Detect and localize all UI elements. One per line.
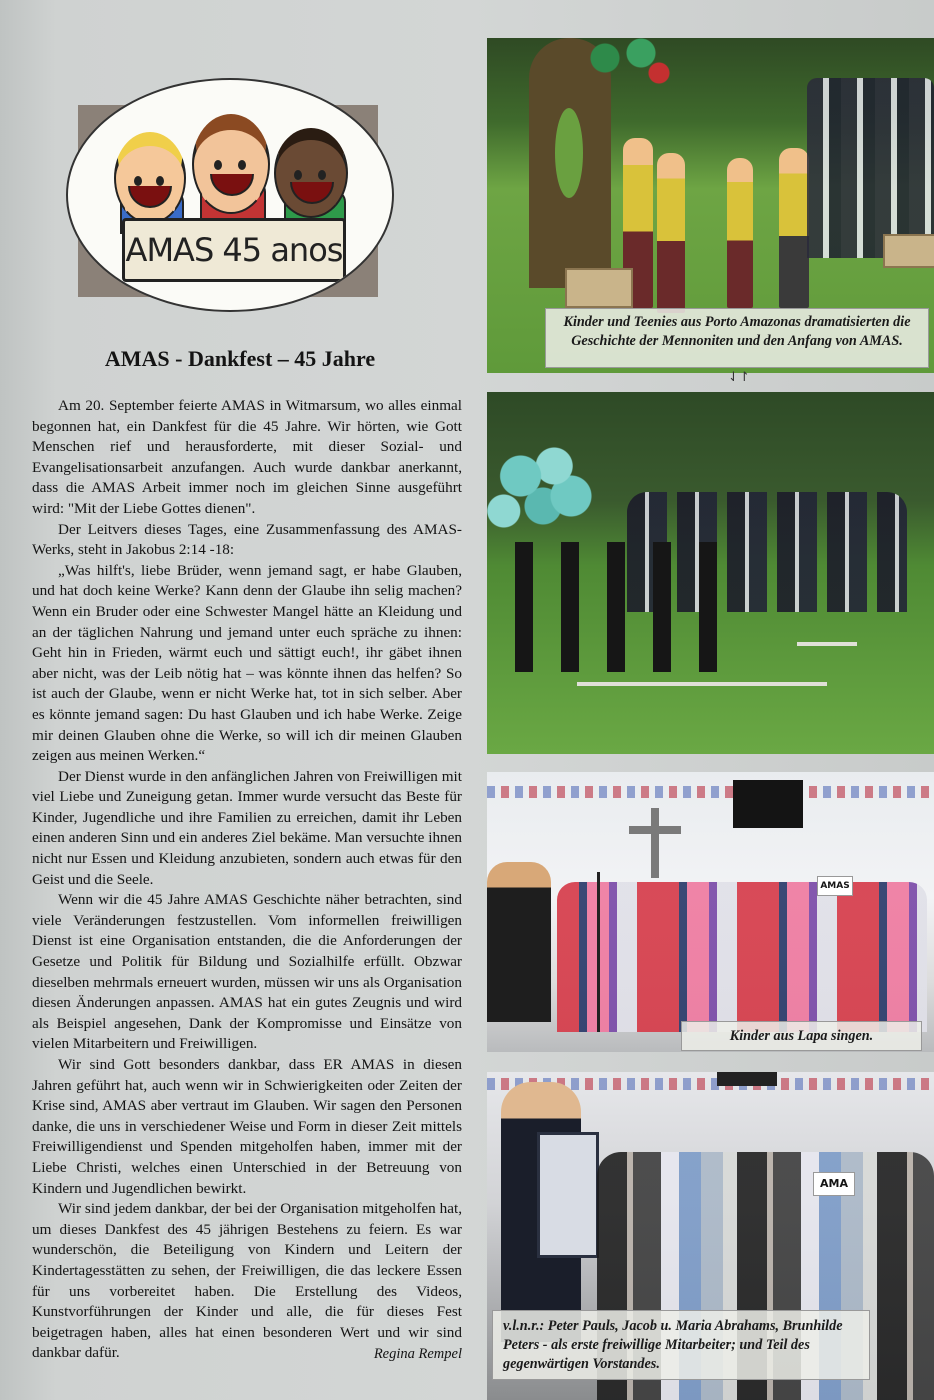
amas-logo: [66, 78, 394, 312]
photo-dance: [487, 392, 934, 754]
balloons: [587, 38, 677, 88]
kid-face-left: [114, 132, 186, 224]
kid-face-right: [274, 128, 348, 218]
banner-sign: AMA: [813, 1172, 855, 1196]
wooden-crate: [565, 268, 633, 308]
article-paragraph: Wir sind jedem dankbar, der bei der Organisation mitgeholfen hat, um dieses Dankfest des 45 jährigen Bestehens zu feiern. Es war wunderschön, die Beteiligung von Kindern und Leitern der Kindertagesstätten zu sehen, der Freiwilligen, die das leckere Essen für uns vorbereitet haben. Die Erstellung des Videos, Kunstvorführungen der Kinder und alle, die für dieses Fest beigetragen haben, alles hat einen besonderen Wert und wir sind dankbar dafür.: [32, 1200, 462, 1362]
photo-volunteers-caption: v.l.n.r.: Peter Pauls, Jacob u. Maria Abrahams, Brunhilde Peters - als erste freiwillige Mitarbeiter; und Teil des gegenwärtigen Vorstandes.: [492, 1310, 870, 1380]
arrow-icon: ⇃↾: [728, 370, 750, 385]
tree-hole: [555, 108, 583, 198]
tv-screen: [717, 1072, 777, 1086]
actor: [779, 148, 809, 308]
cross: [629, 826, 681, 834]
bunting-garland: [487, 786, 934, 798]
article-paragraph: Der Leitvers dieses Tages, eine Zusammenfassung des AMAS-Werks, steht in Jakobus 2:14 -18:: [32, 520, 462, 559]
audience-group: [807, 78, 934, 258]
framed-gift: [537, 1132, 599, 1258]
balloon-cluster: [487, 436, 599, 536]
photo-singing: [487, 772, 934, 1052]
tv-screen: [733, 780, 803, 828]
photo-theater-caption: Kinder und Teenies aus Porto Amazonas dramatisierten die Geschichte der Mennoniten und den Anfang von AMAS.: [545, 308, 929, 368]
mic-stand: [597, 872, 600, 1032]
kid-face-middle: [192, 114, 270, 214]
banner-sign: AMAS: [817, 876, 853, 896]
photo-singing-caption: Kinder aus Lapa singen.: [681, 1021, 922, 1051]
logo-sign: AMAS 45 anos: [122, 218, 346, 282]
article-paragraph: Der Dienst wurde in den anfänglichen Jahren von Freiwilligen mit viel Liebe und Zuneigung getan. Immer wurde versucht das Beste für Kinder, Jugendliche und ihre Familien zu erreichen, damit ihr Leben einen anderen Sinn und ein anderes Ziel bekäme. Man versuchte ihnen nicht nur Essen und Kleidung anzubieten, sondern auch etwas für den Geist und die Seele.: [32, 767, 462, 888]
article-paragraph: Wenn wir die 45 Jahre AMAS Geschichte näher betrachten, sind viele Veränderungen festzustellen. Vom informellen freiwilligen Dienst ist eine Organisation entstanden, die die Anforderungen der Gesetze und Politik für Bildung und Sozialhilfe erfüllt. Obzwar dieselben mehrmals erneuert wurden, müssen wir uns als Organisation diesen Änderungen anpassen. AMAS hat ein gutes Zeugnis und wird als Beispiel angesehen, Dank der Kompromisse und Einsätze von vielen Mitarbeitern und Freiwilligen.: [32, 891, 462, 1053]
article-paragraph: Wir sind Gott besonders dankbar, dass ER AMAS in diesen Jahren geführt hat, auch wenn wir in Schwierigkeiten oder Zeiten der Krise sind, AMAS aber vertraut im Glauben. Wir sagen den Personen danke, die uns in verschiedener Weise und Form in dieser Zeit mittels Freiwilligendienst und Spenden mitgeholfen haben, immer mit der Liebe Christi, welches einen Unterschied in der Betreuung von Kindern und Jugendlichen bewirkt.: [32, 1056, 462, 1197]
singers-group: [557, 882, 927, 1032]
wooden-crate: [883, 234, 934, 268]
cross: [651, 808, 659, 878]
article-body: [32, 396, 462, 1365]
article-author: Regina Rempel: [373, 1345, 462, 1362]
dancers-front: [503, 542, 743, 672]
actor: [727, 158, 753, 308]
guitarist: [487, 862, 551, 1022]
field-line: [797, 642, 857, 646]
actor: [657, 153, 685, 313]
field-line: [577, 682, 827, 686]
article-paragraph: „Was hilft's, liebe Brüder, wenn jemand sagt, er habe Glauben, und hat doch keine Werke? Kann denn der Glaube ihn selig machen? Wenn ein Bruder oder eine Schwester Mangel hätte an Kleidung und an der täglichen Nahrung und jemand unter euch spräche zu ihnen: Geht hin in Frieden, wärmt euch und sättigt euch!, ihr gäbet ihnen aber nicht, was der Leib nötig hat – was könnte ihnen das helfen? So ist auch der Glaube, wenn er nicht Werke hat, tot in sich selber. Aber es könnte jemand sagen: Du hast Glauben und ich habe Werke. Zeige mir deinen Glauben ohne die Werke, so will ich dir meinen Glauben zeigen aus meinen Werken.“: [32, 561, 462, 765]
article-paragraph: Am 20. September feierte AMAS in Witmarsum, wo alles einmal begonnen hat, ein Dankfest für die 45 Jahre. Wir hörten, wie Gott Menschen rief und herausforderte, mit dieser Sozial- und Evangelisationsarbeit anzufangen. Auch wurde dankbar anerkannt, dass die AMAS Arbeit immer noch im gleichen Sinne ausgeführt wird: "Mit der Liebe Gottes dienen".: [32, 397, 462, 517]
article-headline: AMAS - Dankfest – 45 Jahre: [104, 346, 376, 371]
